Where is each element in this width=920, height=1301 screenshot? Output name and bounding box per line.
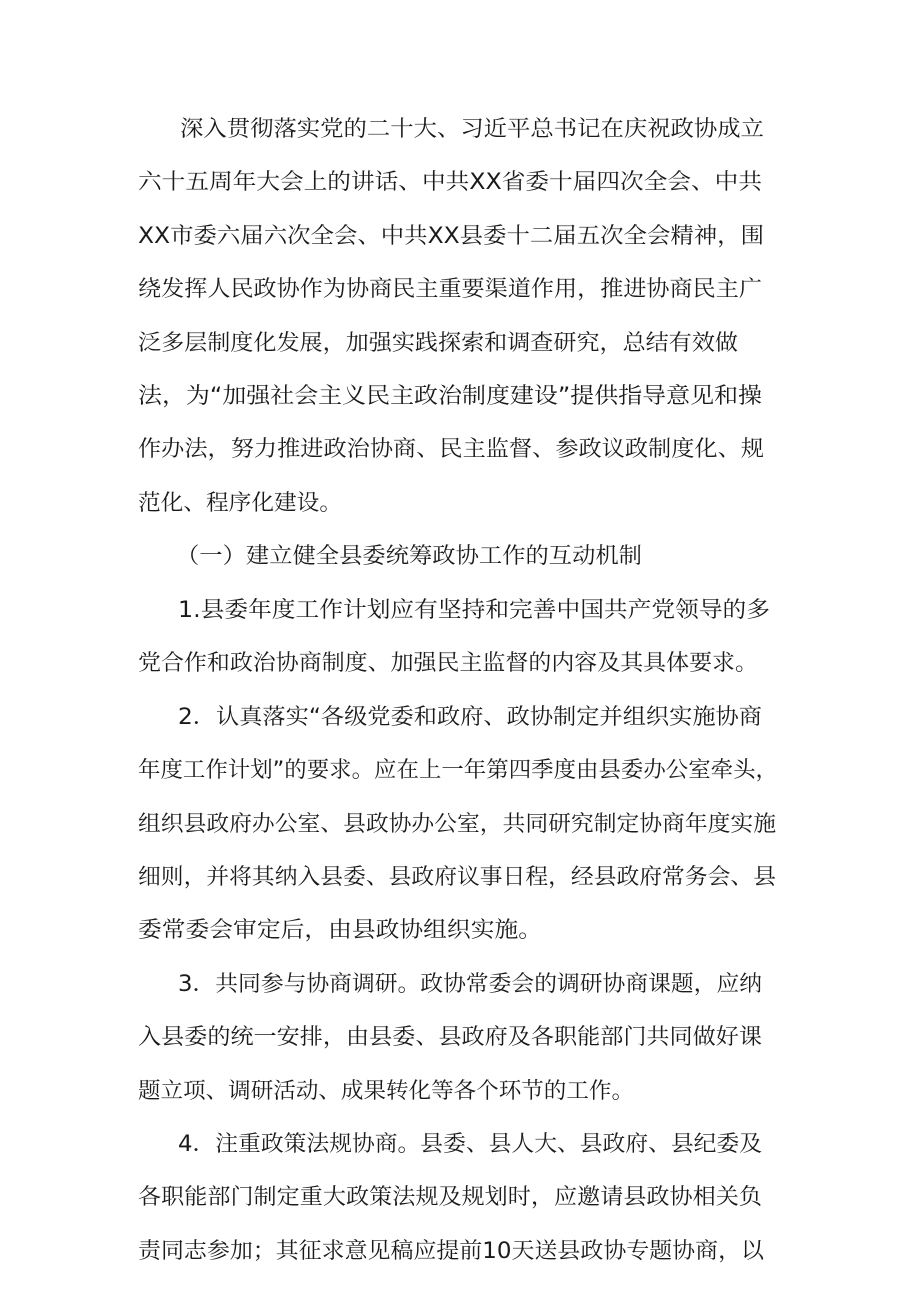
text-line	[0, 591, 920, 631]
text-line-content: XX市委六届六次全会、中共XX县委十二届五次全会精神，围	[138, 224, 764, 249]
text-line-content: 深入贯彻落实党的二十大、习近平总书记在庆祝政协成立	[180, 117, 764, 142]
text-line	[0, 163, 920, 203]
text-line	[0, 858, 920, 898]
text-line	[0, 911, 920, 951]
text-line-content: 3．共同参与协商调研。政协常委会的调研协商课题，应纳	[178, 972, 762, 997]
text-line-content: 绕发挥人民政协作为协商民主重要渠道作用，推进协商民主广	[138, 277, 762, 302]
text-line	[0, 805, 920, 845]
text-line-content: 年度工作计划”的要求。应在上一年第四季度由县委办公室牵头，	[138, 758, 778, 783]
text-line-content: 4．注重政策法规协商。县委、县人大、县政府、县纪委及	[178, 1132, 762, 1157]
text-line	[0, 751, 920, 791]
text-line-content: 法，为“加强社会主义民主政治制度建设”提供指导意见和操	[138, 384, 762, 409]
text-line	[0, 430, 920, 470]
text-line-content: 党合作和政治协商制度、加强民主监督的内容及其具体要求。	[138, 651, 758, 676]
text-line-content: 各职能部门制定重大政策法规及规划时，应邀请县政协相关负	[138, 1185, 762, 1210]
text-line-content: 题立项、调研活动、成果转化等各个环节的工作。	[138, 1079, 634, 1104]
text-line-content: 泛多层制度化发展，加强实践探索和调查研究，总结有效做	[138, 331, 738, 356]
text-line	[0, 1018, 920, 1058]
section-heading-text: （一）建立健全县委统筹政协工作的互动机制	[176, 544, 642, 569]
text-line	[0, 377, 920, 417]
text-line-content: 1.县委年度工作计划应有坚持和完善中国共产党领导的多	[178, 598, 770, 623]
text-line	[0, 324, 920, 364]
text-line-content: 组织县政府办公室、县政协办公室，共同研究制定协商年度实施	[138, 812, 776, 837]
text-line	[0, 1072, 920, 1112]
text-line-content: 入县委的统一安排，由县委、县政府及各职能部门共同做好课	[138, 1025, 762, 1050]
text-line	[0, 217, 920, 257]
text-line	[0, 965, 920, 1005]
text-line	[0, 1232, 920, 1272]
text-line-content: 委常委会审定后，由县政协组织实施。	[138, 918, 542, 943]
text-line	[0, 698, 920, 738]
text-line-content: 责同志参加；其征求意见稿应提前10天送县政协专题协商，以	[138, 1239, 764, 1264]
text-line	[0, 644, 920, 684]
text-line	[0, 1178, 920, 1218]
text-line-content: 作办法，努力推进政治协商、民主监督、参政议政制度化、规	[138, 437, 764, 462]
text-line-content: 范化、程序化建设。	[138, 491, 342, 516]
text-line	[0, 1125, 920, 1165]
text-line	[0, 484, 920, 524]
text-line-content: 2．认真落实“各级党委和政府、政协制定并组织实施协商	[178, 705, 762, 730]
text-line-content: 六十五周年大会上的讲话、中共XX省委十届四次全会、中共	[138, 170, 763, 195]
text-line-content: 细则，并将其纳入县委、县政府议事日程，经县政府常务会、县	[138, 865, 776, 890]
text-line	[0, 110, 920, 150]
section-heading	[0, 537, 920, 577]
text-line	[0, 270, 920, 310]
